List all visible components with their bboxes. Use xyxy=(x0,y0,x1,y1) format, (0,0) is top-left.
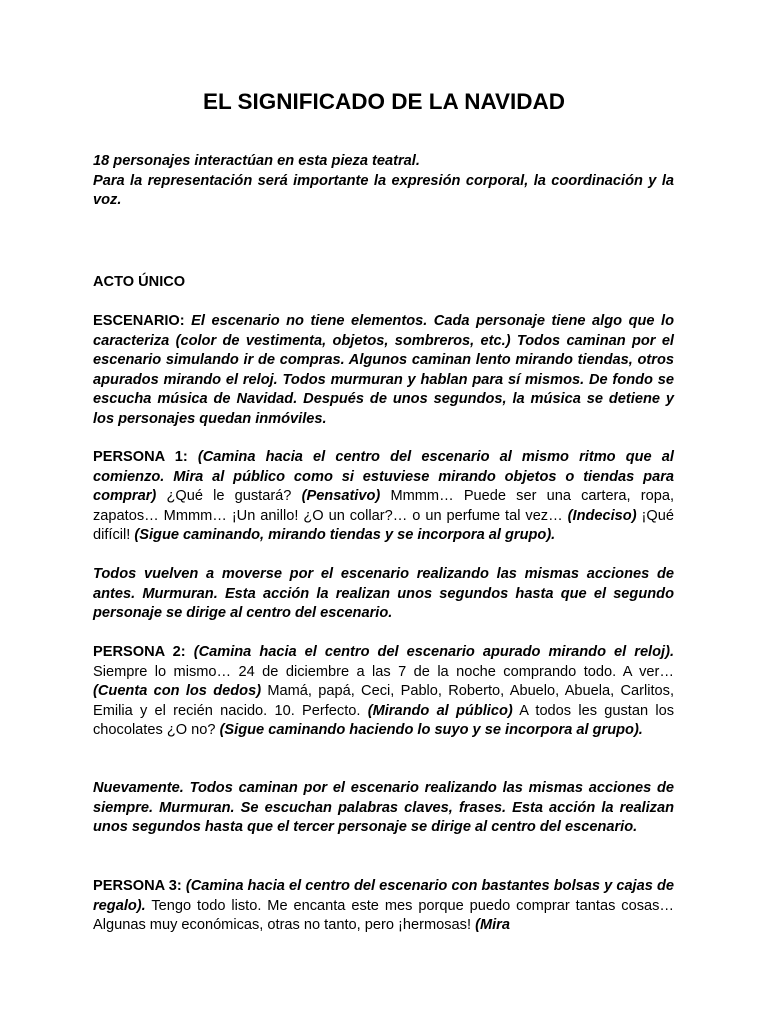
stage-direction-2: Nuevamente. Todos caminan por el escenario realizando las mismas acciones de siempre. Murmuran. Se escuchan palabras claves, frases. Esta acción la realizan unos segundos hasta que el tercer personaje se dirige al centro del escenario. xyxy=(93,780,674,835)
stage-direction-1: Todos vuelven a moverse por el escenario realizando las mismas acciones de antes. Murmuran. Esta acción la realizan unos segundos hasta que el segundo personaje se dirige al centro del escenario. xyxy=(93,566,674,621)
persona-1-direction-4: (Sigue caminando, mirando tiendas y se incorpora al grupo). xyxy=(134,527,556,543)
persona-1-direction-2: (Pensativo) xyxy=(301,488,381,504)
persona-3-direction-1: (Camina hacia el centro del escenario con bastantes bolsas y cajas de regalo). xyxy=(93,878,674,914)
persona-2-paragraph xyxy=(93,643,674,741)
persona-2-line-3: A todos les gustan los chocolates ¿O no? xyxy=(93,702,674,738)
persona-3-direction-2: (Mira xyxy=(475,917,510,933)
persona-1-direction-3: (Indeciso) xyxy=(567,507,637,524)
persona-3-label: PERSONA 3: xyxy=(93,878,182,894)
persona-2-direction-2: (Cuenta con los dedos) xyxy=(93,683,262,699)
persona-1-paragraph xyxy=(93,448,674,546)
escenario-label: ESCENARIO: xyxy=(93,313,185,329)
persona-2-line-2: Mamá, papá, Ceci, Pablo, Roberto, Abuelo, Abuela, Carlitos, Emilia y el recién nacido. 10. Perfecto. xyxy=(93,683,674,719)
persona-1-direction-1: (Camina hacia el centro del escenario al mismo ritmo que al comienzo. Mira al público como si estuviese mirando objetos o tiendas para comprar) xyxy=(93,449,674,504)
persona-2-direction-1: (Camina hacia el centro del escenario apurado mirando el reloj). xyxy=(193,644,674,660)
persona-1-line-3: ¡Qué difícil! xyxy=(93,507,674,543)
persona-2-direction-3: (Mirando al público) xyxy=(367,702,513,719)
act-heading: ACTO ÚNICO xyxy=(93,274,186,290)
intro-line-2: Para la representación será importante la expresión corporal, la coordinación y la voz. xyxy=(93,172,674,208)
escenario-text: El escenario no tiene elementos. Cada personaje tiene algo que lo caracteriza (color de vestimenta, objetos, sombreros, etc.) Todos caminan por el escenario simulando ir de compras. Algunos caminan lento mirando tiendas, otros apurados mirando el reloj. Todos murmuran y hablan para sí mismos. De fondo se escucha música de Navidad. Después de unos segundos, la música se detiene y los personajes quedan inmóviles. xyxy=(93,313,675,427)
escenario-paragraph xyxy=(93,312,674,429)
persona-1-line-2: Mmmm… Puede ser una cartera, ropa, zapatos… Mmmm… ¡Un anillo! ¿O un collar?… o un perfume tal vez… xyxy=(93,488,675,524)
persona-3-paragraph xyxy=(93,877,674,936)
persona-1-line-1: ¿Qué le gustará? xyxy=(166,488,292,504)
persona-2-line-1: Siempre lo mismo… 24 de diciembre a las 7 de la noche comprando todo. A ver… xyxy=(93,663,674,680)
persona-2-direction-4: (Sigue caminando haciendo lo suyo y se incorpora al grupo). xyxy=(219,722,643,738)
persona-3-line-1: Tengo todo listo. Me encanta este mes porque puedo comprar tantas cosas… Algunas muy económicas, otras no tanto, pero ¡hermosas! xyxy=(93,897,674,933)
intro-line-1: 18 personajes interactúan en esta pieza teatral. xyxy=(93,153,420,169)
persona-1-label: PERSONA 1: xyxy=(93,449,188,465)
intro-paragraph xyxy=(93,152,674,211)
persona-2-label: PERSONA 2: xyxy=(93,644,186,660)
document-title: EL SIGNIFICADO DE LA NAVIDAD xyxy=(202,89,566,114)
